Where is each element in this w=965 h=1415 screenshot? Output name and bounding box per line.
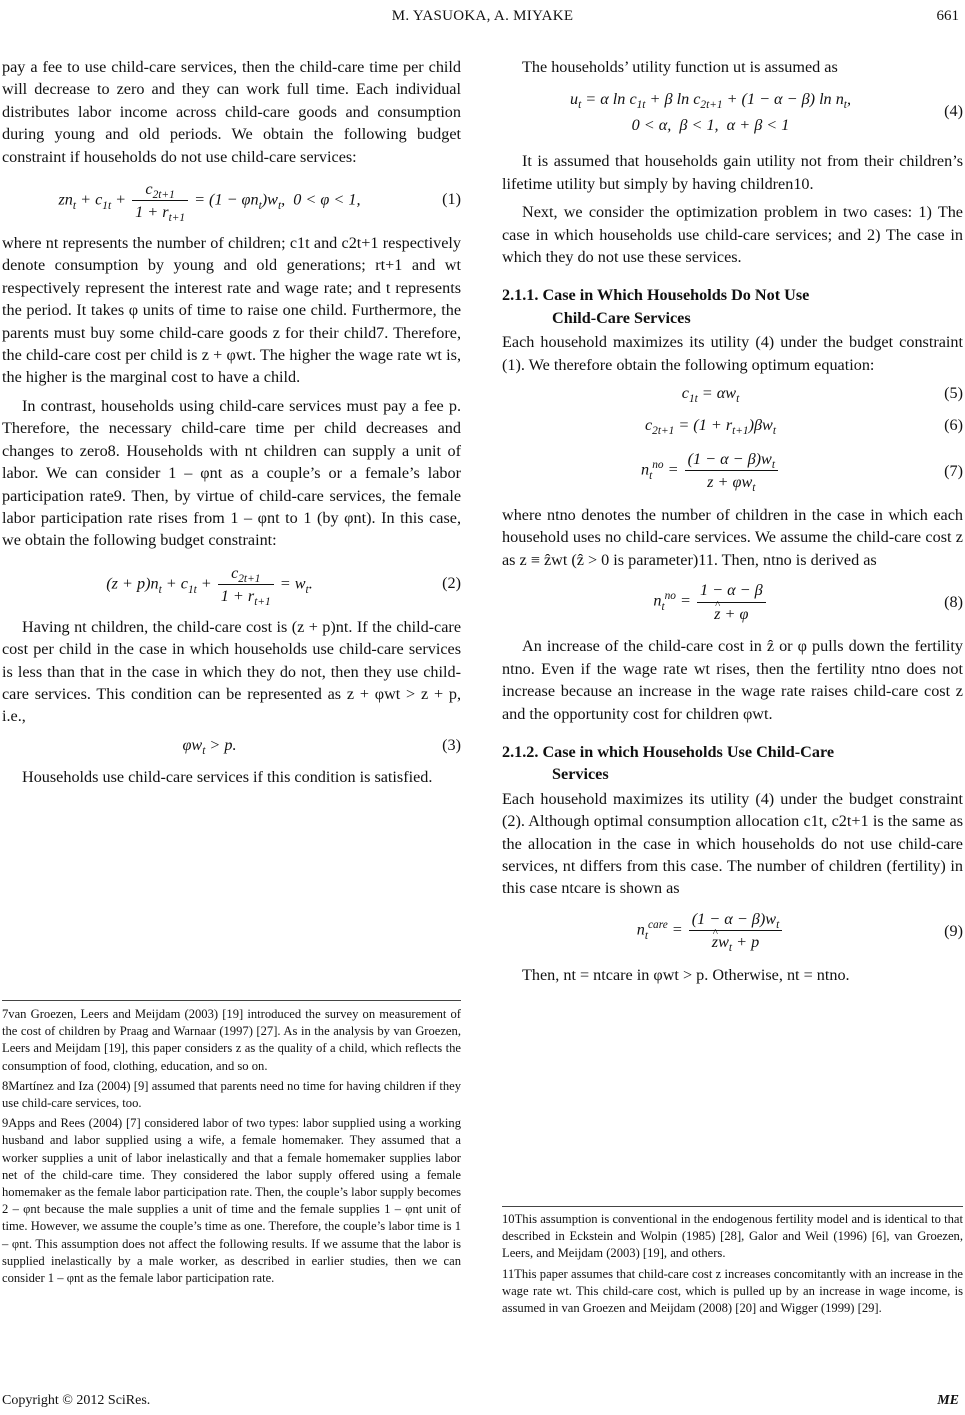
footnotes-left bbox=[2, 1006, 461, 1290]
equation-number: (2) bbox=[442, 573, 461, 592]
running-title: M. YASUOKA, A. MIYAKE bbox=[391, 8, 574, 24]
equation-number: (9) bbox=[944, 921, 963, 940]
paragraph: The households’ utility function ut is assumed as bbox=[522, 58, 838, 76]
equation-number: (7) bbox=[944, 462, 963, 481]
page-number: 661 bbox=[936, 8, 959, 24]
equation-number: (3) bbox=[442, 735, 461, 754]
left-column bbox=[2, 56, 461, 794]
equation-number: (5) bbox=[944, 384, 963, 403]
equation-7: $n_t^{no}$ = $\frac{(1 - \alpha - \beta)w_t}{z + \varphi w_t}$ (7) bbox=[640, 450, 963, 495]
paragraph: where nt represents the number of children; c1t and c2t+1 respectively denote consumption by young and old generations; rt+1 and wt respectively represent the interest rate and wage rate; and t represents the period. It takes φ units of time to raise one child. Furthermore, the parents must buy some child-care goods z for their child7. Therefore, the child-care cost per child is z + φwt. The higher the wage rate wt is, the higher is the marginal cost to have a child. bbox=[2, 234, 461, 387]
copyright: Copyright © 2012 SciRes. bbox=[2, 1393, 151, 1408]
equation-8: $n_t^{no}$ = 1 − α − β ^ z + φ (8) bbox=[502, 577, 963, 629]
footnote-rule bbox=[2, 1000, 461, 1001]
paragraph: where ntno denotes the number of children in the case in which each household uses no child-care services. We assume the child-care cost z as z ≡ ẑwt (ẑ > 0 is parameter)11. Then, ntno is derived as bbox=[502, 506, 963, 569]
equation-4: $u_t = \alpha$ $\ln c_{1t} + \beta$ $\ln c_{2t+1} + (1 - \alpha - \beta)$ $\ln n_t$, 0 < α, β < 1, α + β < 1 (4) bbox=[570, 90, 963, 135]
page-header bbox=[0, 8, 965, 32]
footnote: 9Apps and Rees (2004) [7] considered labor of two types: labor supplied using a working husband and labor supplied using a wife, a female homemaker. They assumed that a worker supplies a unit of labor inelastically and that a female homemaker supplies labor net of the child-care time. They considered the labor supply offered using a female homemaker as the female labor participation rate. Then, the couple’s labor supply becomes 2 – φnt because the male supplies a unit of time and the female supplies 1 – φnt unit of time. However, we assume the couple’s time as one. Therefore, the couple’s labor time is 1 – φnt. This assumption does not affect the following results. If we assume that the labor is supplied inelastically by a male worker, as described in earlier studies, then we can consider 1 – φnt as the female labor participation rate. bbox=[2, 1116, 461, 1286]
paragraph: Next, we consider the optimization problem in two cases: 1) The case in which households use child-care services; and 2) The case in which they do not use these services. bbox=[502, 203, 963, 267]
paragraph: Households use child-care services if this condition is satisfied. bbox=[22, 767, 433, 786]
equation-5: $c_{1t} = \alpha w_t$ (5) bbox=[681, 384, 963, 406]
paragraph: Having nt children, the child-care cost is (z + p)nt. If the child-care cost per child in the case in which households use child-care services is less than that in the case in which they do not, then they use child-care services. This condition can be represented as z + φwt > z + p, i.e., bbox=[2, 617, 461, 726]
paragraph: Then, nt = ntcare in φwt > p. Otherwise, nt = ntno. bbox=[522, 965, 850, 984]
paragraph: An increase of the child-care cost in ẑ or φ pulls down the fertility ntno. Even if the wage rate wt rises, then the fertility ntno does not increase because an increase in the wage rate raises child-care cost z and the opportunity cost for children φwt. bbox=[502, 637, 963, 723]
equation-number: (6) bbox=[944, 416, 963, 435]
right-column bbox=[502, 56, 963, 992]
equation-6: $c_{2t+1} = (1 + r_{t+1})\beta w_t$ (6) bbox=[644, 416, 963, 438]
footnote: 8Martínez and Iza (2004) [9] assumed that parents need no time for having children if they use child-care services, too. bbox=[2, 1078, 461, 1111]
equation-1: $zn_t + c_{1t}$ + $\frac{c_{2t+1}}{1 + r_{t+1}}$ = $(1 - \varphi n_t)w_t$, 0 < φ < 1, (1) bbox=[58, 180, 461, 225]
section-heading: 2.1.2. Case in which Households Use Child-Care Services bbox=[502, 742, 835, 784]
paragraph: pay a fee to use child-care services, then the child-care time per child will decrease to zero and they can work full time. Each individual distributes labor income across child-care goods and consumption during young and old periods. We obtain the following budget constraint if households do not use child-care services: bbox=[2, 58, 461, 166]
equation-2: $(z + p)n_t + c_{1t}$ + $\frac{c_{2t+1}}{1 + r_{t+1}}$ = $w_t$. (2) bbox=[106, 563, 461, 609]
equation-number: (1) bbox=[442, 190, 461, 209]
paragraph: Each household maximizes its utility (4) under the budget constraint (1). We therefore obtain the following optimum equation: bbox=[502, 333, 963, 374]
paragraph: Each household maximizes its utility (4) under the budget constraint (2). Although optimal consumption allocation c1t, c2t+1 is the same as the allocation in the case in which households do not use child-care services, nt differs from this case. The number of children (fertility) in this case ntcare is shown as bbox=[502, 789, 963, 898]
equation-9: $n_t^{care}$ = $(1 - \alpha - \beta)w_t$ ^ $zw_t + p$ (9) bbox=[502, 906, 963, 958]
footnotes-right bbox=[502, 1211, 963, 1320]
journal-abbrev: ME bbox=[937, 1393, 959, 1408]
footnote: 11This paper assumes that child-care cost z increases concomitantly with an increase in the wage rate wt. This child-care cost, which is pulled up by an increase in wage income, is assumed in van Groezen and Meijdam (2008) [20] and Wigger (1999) [29]. bbox=[502, 1266, 963, 1316]
equation-number: (4) bbox=[944, 102, 963, 121]
section-heading: 2.1.1. Case in Which Households Do Not Use Child-Care Services bbox=[502, 286, 810, 327]
footnote: 7van Groezen, Leers and Meijdam (2003) [19] introduced the survey on measurement of the cost of children by Praag and Warnaar (1997) [27]. As in the analysis by van Groezen, Leers and Meijdam [19], this paper considers z as the quality of a child, which reflects the consumption of food, clothing, education, and so on. bbox=[2, 1007, 461, 1073]
paragraph: It is assumed that households gain utility not from their children’s lifetime utility but simply by having children10. bbox=[502, 152, 963, 193]
footnote-rule bbox=[502, 1206, 963, 1207]
equation-3: $\varphi w_t > p$. (3) bbox=[182, 735, 461, 757]
paragraph: In contrast, households using child-care services must pay a fee p. Therefore, the necessary child-care time per child decreases and changes to zero8. Households with nt children can supply a unit of labor. We can consider 1 – φnt as a couple’s or a female’s labor participation rate9. Then, by virtue of child-care services, the female labor participation rate rises from 1 – φnt to 1 (by φnt). In this case, we obtain the following budget constraint: bbox=[2, 396, 461, 550]
footnote: 10This assumption is conventional in the endogenous fertility model and is identical to that described in Eckstein and Wolpin (1985) [28], Galor and Weil (1996) [6], van Groezen, Leers, and Meijdam (2003) [19], and others. bbox=[502, 1212, 963, 1261]
equation-number: (8) bbox=[944, 593, 963, 612]
